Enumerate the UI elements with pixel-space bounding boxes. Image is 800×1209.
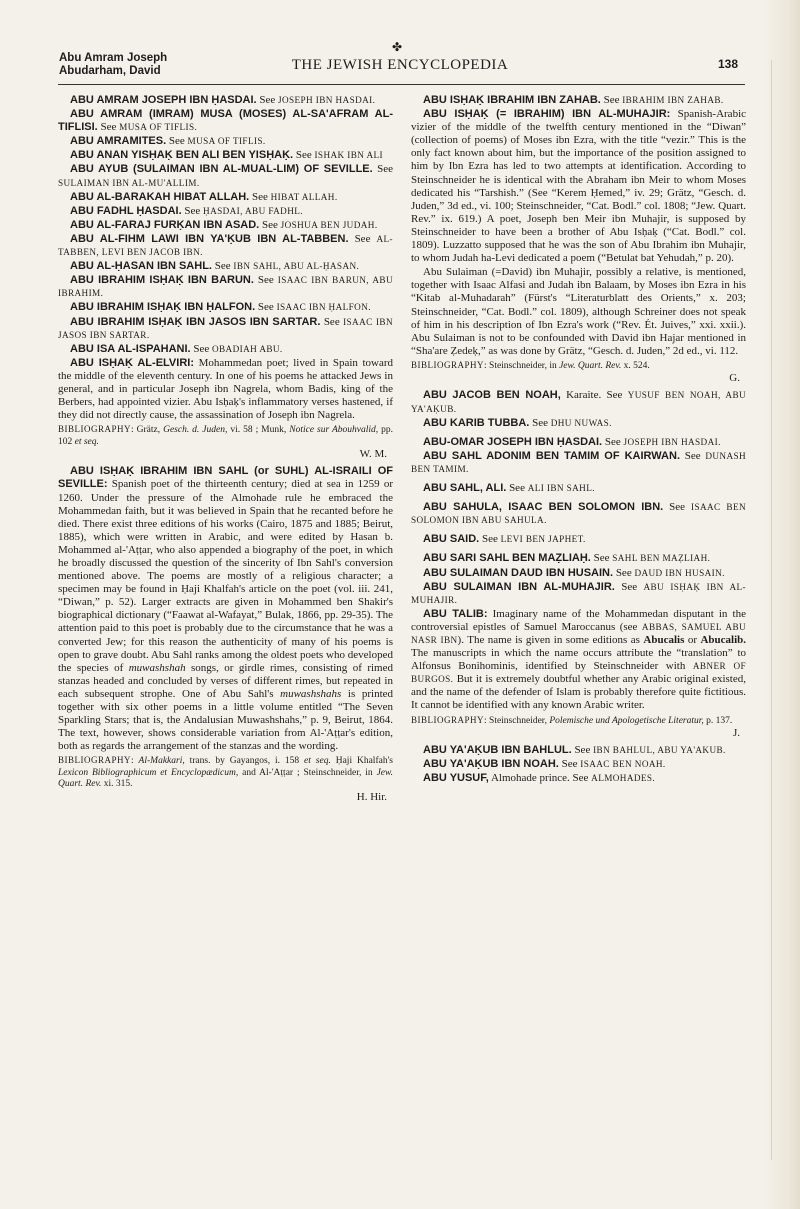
cross-reference: ABBAS, SAMUEL ABU NASR IBN <box>411 621 747 645</box>
entry: ABU YA'AḲUB IBN BAHLUL. See IBN BAHLUL, ABU YA'AKUB. <box>423 744 726 757</box>
entry-article: ABU ISḤAḲ (= IBRAHIM) IBN AL-MUHAJIR: Spanish-Arabic vizier of the middle of the twelfth century mentioned in the “Diwan” (collection of poems) of Moses ibn Ezra, with the title “vezir.” This is the only fact known about him, but the importance of the position assigned to him by Ibn Ezra has led to two attempts at identification. According to Steinschneider he is identical with the Abraham ibn Meir to whom Moses dedicated his “Tarshish.” (See “Kerem Ḥemed,” iv. 29; Grätz, “Gesch. d. Juden,” 3d ed., vi. 100; Steinschneider, “Cat. Bodl.” col. 1808; “Jew. Quart. Rev.” ix. 619.) A poet, Joseph ben Meir ibn Muhajir, is supposed by Steinschneider to have been a brother of Abu Isḥaḳ (“Cat. Bodl.” col. 1809). Luzzatto supposed that he was the son of Abu Ibrahim ibn Muhajir, to whom Judah ha-Levi dedicated a poem (“Betulat bat Yehudah,” p. 20). <box>411 108 747 265</box>
cross-reference: MUSA OF TIFLIS. <box>119 122 198 133</box>
entry: ABU ISḤAḲ IBRAHIM IBN ZAHAB. See IBRAHIM IBN ZAHAB. <box>423 94 724 106</box>
header-rule <box>58 84 745 85</box>
cross-reference: IBN BAHLUL, ABU YA'AKUB. <box>593 745 726 756</box>
entry: ABU ISA AL-ISPAHANI. See OBADIAH ABU. <box>70 342 283 355</box>
entry: ABU SULAIMAN DAUD IBN HUSAIN. See DAUD IBN HUSAIN. <box>423 566 725 579</box>
page-edge-shadow <box>762 0 800 1209</box>
entry: ABU JACOB BEN NOAH, Karaite. See YUSUF BEN NOAH, ABU YA'AḲUB. <box>411 389 747 414</box>
article-paragraph: Abu Sulaiman (=David) ibn Muhajir, possibly a relative, is mentioned, together with Isaac Alfasi and Judah ibn Balaam, by Moses ibn Ezra in his “Kitab al-Muhadarah” (Fürst's “Literaturblatt des Orients,” x. 203; Steinschneider, “Cat. Bodl.” col. 1809), although Schreiner does not speak of him in his description of Ibn Ezra's work (“Rev. Ét. Juives,” xxi. xxii.). Abu Sulaiman is not to be confounded with David ibn Hajar mentioned in “Sha'are Ẓedeḳ,” as was done by Grätz, “Gesch. d. Juden,” 2d ed., vi. 112. <box>411 266 746 357</box>
entry: ABU IBRAHIM ISḤAḲ IBN ḤALFON. See ISAAC IBN ḤALFON. <box>70 301 371 314</box>
bibliography: BIBLIOGRAPHY: Grätz, Gesch. d. Juden, vi. 58 ; Munk, Notice sur Abouhvalid, pp. 102 et seq. <box>58 424 394 447</box>
author-signature: J. <box>732 727 740 740</box>
cross-reference: ḤASDAI, ABU FADHL. <box>203 205 303 216</box>
headword: ABU JACOB BEN NOAH, <box>423 389 561 402</box>
cross-reference: JOSHUA BEN JUDAH. <box>280 219 378 230</box>
headword: ABU AL-FIHM LAWI IBN YA'ḲUB IBN AL-TABBEN. <box>70 232 349 245</box>
headword: ABU IBRAHIM ISḤAḲ IBN BARUN. <box>70 274 254 287</box>
entry: ABU IBRAHIM ISḤAḲ IBN BARUN. See ISAAC IBN BARUN, ABU IBRAHIM. <box>58 274 393 299</box>
entry: ABU KARIB TUBBA. See DHU NUWAS. <box>423 416 612 429</box>
headword: ABU IBRAHIM ISḤAḲ IBN JASOS IBN SARTAR. <box>70 315 321 328</box>
author-signature: W. M. <box>359 448 387 461</box>
cross-reference: MUSA OF TIFLIS. <box>187 136 266 147</box>
headword: ABU ISḤAḲ IBRAHIM IBN ZAHAB. <box>423 94 601 106</box>
headword: ABU IBRAHIM ISḤAḲ IBN ḤALFON. <box>70 301 256 314</box>
cross-reference: JOSEPH IBN HASDAI. <box>278 95 376 105</box>
entry: ABU SAHL ADONIM BEN TAMIM OF KAIRWAN. See DUNASH BEN TAMIM. <box>411 449 747 474</box>
headword: ABU TALIB: <box>423 607 488 620</box>
cross-reference: ISHAK IBN ALI <box>314 150 383 161</box>
entry: ABU AMRAM (IMRAM) MUSA (MOSES) AL-SA'AFRAM AL-TIFLISI. See MUSA OF TIFLIS. <box>58 108 393 134</box>
cross-reference: IBRAHIM IBN ZAHAB. <box>622 95 724 105</box>
cross-reference: IBN SAHL, ABU AL-ḤASAN. <box>233 261 360 272</box>
cross-reference: ISAAC IBN BARUN, ABU IBRAHIM. <box>58 275 393 299</box>
headword: ABU ISḤAḲ IBRAHIM IBN SAHL (or SUHL) AL-ISRAILI OF SEVILLE: <box>58 465 393 491</box>
entry-article <box>58 357 393 422</box>
article-body: Mohammedan poet; lived in Spain toward the middle of the eleventh century. In one of his poems he attacked Jews in general, and in particular Joseph ibn Nagrela, whom Badis, king of the Berbers, had appointed vizier. Abu Isḥaḳ's inflammatory verses hastened, if they did not directly cause, the assassination of Joseph ibn Nagrela. <box>58 356 394 422</box>
cross-reference: ISAAC BEN SOLOMON IBN ABU SAHULA. <box>411 502 747 526</box>
bibliography: BIBLIOGRAPHY: Steinschneider, in Jew. Quart. Rev. x. 524. <box>411 359 650 371</box>
bibliography: BIBLIOGRAPHY: Al-Makkari, trans. by Gayangos, i. 158 et seq. Ḥaji Khalfah's Lexicon Bibliographicum et Encyclopædicum, and Al-'Aṭṭar ; Steinschneider, in Jew. Quart. Rev. xi. 315. <box>58 755 394 790</box>
entry: ABU IBRAHIM ISḤAḲ IBN JASOS IBN SARTAR. See ISAAC IBN JASOS IBN SARTAR. <box>58 315 393 340</box>
entry: ABU FADHL ḤASDAI. See ḤASDAI, ABU FADHL. <box>70 204 303 217</box>
running-head-title: THE JEWISH ENCYCLOPEDIA <box>291 57 509 73</box>
headword: ABU-OMAR JOSEPH IBN ḤASDAI. <box>423 435 603 448</box>
entry: ABU ANAN YISḤAḲ BEN ALI BEN YISḤAḲ. See ISHAK IBN ALI <box>70 149 383 162</box>
page-number: 138 <box>717 57 738 71</box>
headword: ABU SULAIMAN DAUD IBN HUSAIN. <box>423 566 614 579</box>
entry: ABU AL-FARAJ FURḲAN IBN ASAD. See JOSHUA BEN JUDAH. <box>70 218 378 231</box>
entry: ABU SARI SAHL BEN MAẒLIAḤ. See SAHL BEN MAẒLIAH. <box>423 552 711 565</box>
entry: ABU YA'AḲUB IBN NOAH. See ISAAC BEN NOAH. <box>423 758 666 771</box>
entry: ABU AYUB (SULAIMAN IBN AL-MUAL-LIM) OF SEVILLE. See SULAIMAN IBN AL-MU'ALLIM. <box>58 163 394 188</box>
bibliography: BIBLIOGRAPHY: Steinschneider, Polemische und Apologetische Literatur, p. 137. <box>411 714 733 726</box>
headword: ABU AMRAM (IMRAM) MUSA (MOSES) AL-SA'AFRAM AL-TIFLISI. <box>58 108 393 134</box>
cross-reference: ABU ISḤAḲ IBN AL-MUHAJIR. <box>411 581 746 605</box>
entry: ABU AL-BARAKAH HIBAT ALLAH. See HIBAT ALLAH. <box>70 190 338 203</box>
headword: ABU AL-ḤASAN IBN SAHL. <box>70 260 212 273</box>
headword: ABU AYUB (SULAIMAN IBN AL-MUAL-LIM) OF SEVILLE. <box>70 163 373 176</box>
headword: ABU SULAIMAN IBN AL-MUHAJIR. <box>423 580 615 593</box>
cross-reference: ISAAC IBN JASOS IBN SARTAR. <box>58 316 393 340</box>
cross-reference: AL-TABBEN, LEVI BEN JACOB IBN. <box>58 233 393 258</box>
entry: ABU SULAIMAN IBN AL-MUHAJIR. See ABU ISḤAḲ IBN AL-MUHAJIR. <box>411 580 746 605</box>
left-column <box>58 94 393 808</box>
running-head <box>0 52 800 82</box>
cross-reference: JOSEPH IBN HASDAI. <box>623 436 721 447</box>
ornament-icon: ✤ <box>392 40 403 54</box>
entry-article: ABU ISḤAḲ IBRAHIM IBN SAHL (or SUHL) AL-ISRAILI OF SEVILLE: Spanish poet of the thirteenth century; died at sea in 1259 or 1260. Under the pressure of the Almohade rule he embraced the Mohammedan faith, but it was believed in Spain that he recanted before he died. There exist three editions of his works (Cairo, 1875 and 1885; Beirut, 1885), which were written in Arabic, and were edited by Hasan b. Mohammed al-'Aṭṭar, who also appended a biography of the poet, in which he broadly discussed the question of the sincerity of Ibn Sahl's conversion mentioned above. The poems are mostly of a religious character; a specimen may be found in Ḥaji Khalfah's article on the poet (vol. iii. 241, “Diwan,” p. 52). Larger extracts are given in Mohammed ben Shakir's biographical dictionary (“Faawat al-Wafayat,” Bulak, 1866, pp. 29-35). The attention paid to this poet is probably due to the circumstance that he was a converted Jew; for this reason the authenticity of many of his poems is open to grave doubt. Abu Sahl ranks among the oldest poets who developed the species of muwashshah songs, or girdle rimes, consisting of rimed stanzas headed and concluded by verses of different rimes, but repeated in each subsequent strophe. One of Abu Sahl's muwashshahs is printed together with six other poems in a little volume entitled “The Seven Sparkling Stars; that is, the Andalusian Muwashshahs,” p. 9, Beirut, 1864. The text, however, shows considerable variation from Al-'Aṭṭar's edition, both as regards the arrangement of the stanzas and the wording. <box>58 465 394 753</box>
headword: ABU SAHULA, ISAAC BEN SOLOMON IBN. <box>423 501 664 514</box>
cross-reference: SAHL BEN MAẒLIAH. <box>612 553 711 564</box>
headword: ABU SAHL ADONIM BEN TAMIM OF KAIRWAN. <box>423 449 681 462</box>
entry: ABU AMRAMITES. See MUSA OF TIFLIS. <box>70 135 266 148</box>
entry-article: ABU TALIB: Imaginary name of the Mohammedan disputant in the controversial epistles of Samuel Maroccanus (see ABBAS, SAMUEL ABU NASR IBN). The name is given in some editions as Abucalis or Abucalib. The manuscripts in which the name occurs attribute the “translation” to Alfonsus Bonihominis, identified by Steinschneider with ABNER OF BURGOS. But it is extremely doubtful whether any Arabic original existed, and the name of the defender of Islam is probably therefore quite fictitious. It cannot be identified with any known Arabic writer. <box>411 607 747 712</box>
headword: ABU AL-FARAJ FURḲAN IBN ASAD. <box>70 218 260 231</box>
entry: ABU SAHULA, ISAAC BEN SOLOMON IBN. See ISAAC BEN SOLOMON IBN ABU SAHULA. <box>411 501 747 526</box>
cross-reference: DHU NUWAS. <box>550 417 612 428</box>
entry: ABU AMRAM JOSEPH IBN ḤASDAI. See JOSEPH IBN HASDAI. <box>70 94 376 106</box>
entry: ABU SAID. See LEVI BEN JAPHET. <box>423 533 586 546</box>
page-edge-line <box>771 60 772 1160</box>
headword: ABU AMRAMITES. <box>70 135 167 148</box>
cross-reference: ABNER OF BURGOS. <box>411 661 746 685</box>
cross-reference: YUSUF BEN NOAH, ABU YA'AḲUB. <box>411 390 747 414</box>
headword: ABU YA'AḲUB IBN NOAH. <box>423 758 559 771</box>
cross-reference: ISAAC BEN NOAH. <box>580 759 666 770</box>
headword: ABU ANAN YISḤAḲ BEN ALI BEN YISḤAḲ. <box>70 149 294 162</box>
entry: ABU YUSUF, Almohade prince. See ALMOHADES. <box>423 772 656 785</box>
entry: ABU-OMAR JOSEPH IBN ḤASDAI. See JOSEPH IBN HASDAI. <box>423 435 721 448</box>
headword: ABU ISḤAḲ (= IBRAHIM) IBN AL-MUHAJIR: <box>423 108 671 121</box>
headword: ABU SAID. <box>423 533 480 546</box>
catchword-first: Abu Amram Joseph <box>59 52 168 64</box>
headword: ABU SAHL, ALI. <box>423 482 507 495</box>
cross-reference: ALI IBN SAHL. <box>527 483 595 494</box>
right-column <box>411 94 746 786</box>
cross-reference: DAUD IBN HUSAIN. <box>634 567 725 578</box>
cross-reference: ALMOHADES. <box>591 773 656 784</box>
cross-reference: ISAAC IBN ḤALFON. <box>276 302 371 313</box>
headword: ABU AMRAM JOSEPH IBN ḤASDAI. <box>70 94 257 106</box>
headword: ABU FADHL ḤASDAI. <box>70 204 182 217</box>
author-signature: H. Hir. <box>356 790 387 803</box>
cross-reference: HIBAT ALLAH. <box>270 191 338 202</box>
author-signature: G. <box>729 372 740 385</box>
headword: ABU SARI SAHL BEN MAẒLIAḤ. <box>423 552 591 565</box>
headword: ABU KARIB TUBBA. <box>423 416 530 429</box>
headword: ABU YA'AḲUB IBN BAHLUL. <box>423 744 572 757</box>
cross-reference: OBADIAH ABU. <box>211 343 283 354</box>
entry: ABU AL-ḤASAN IBN SAHL. See IBN SAHL, ABU AL-ḤASAN. <box>70 260 360 273</box>
entry: ABU AL-FIHM LAWI IBN YA'ḲUB IBN AL-TABBEN. See AL-TABBEN, LEVI BEN JACOB IBN. <box>58 232 393 258</box>
entry: ABU SAHL, ALI. See ALI IBN SAHL. <box>423 482 595 495</box>
headword: ABU YUSUF, <box>423 772 489 785</box>
headword: ABU ISA AL-ISPAHANI. <box>70 342 191 355</box>
headword: ABU ISḤAḲ AL-ELVIRI: <box>70 356 194 369</box>
cross-reference: SULAIMAN IBN AL-MU'ALLIM. <box>58 177 200 188</box>
catchword-last: Abudarham, David <box>59 65 161 77</box>
cross-reference: LEVI BEN JAPHET. <box>500 534 586 545</box>
headword: ABU AL-BARAKAH HIBAT ALLAH. <box>70 190 250 203</box>
cross-reference: DUNASH BEN TAMIM. <box>411 450 747 474</box>
